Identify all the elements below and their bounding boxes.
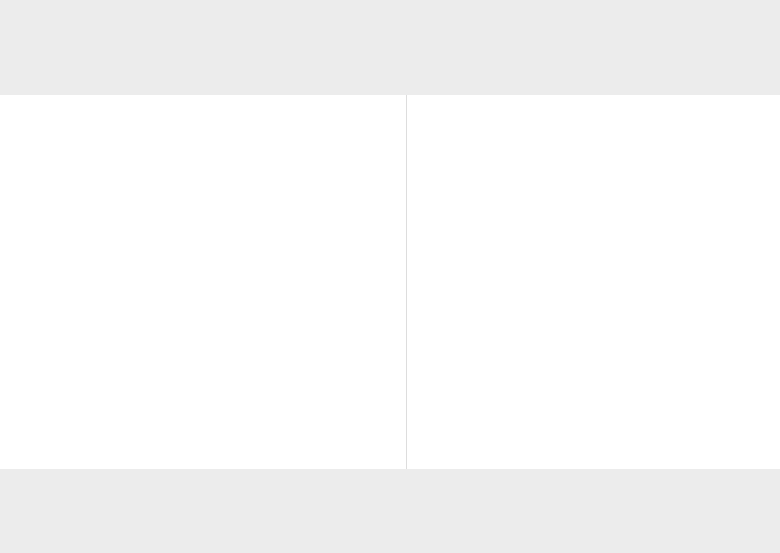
- calendar-sheet: [0, 95, 780, 469]
- page-fold: [406, 95, 407, 469]
- holiday-list-2025: [318, 276, 368, 289]
- state-headers: [469, 110, 769, 120]
- holiday-list-2024: [318, 116, 368, 129]
